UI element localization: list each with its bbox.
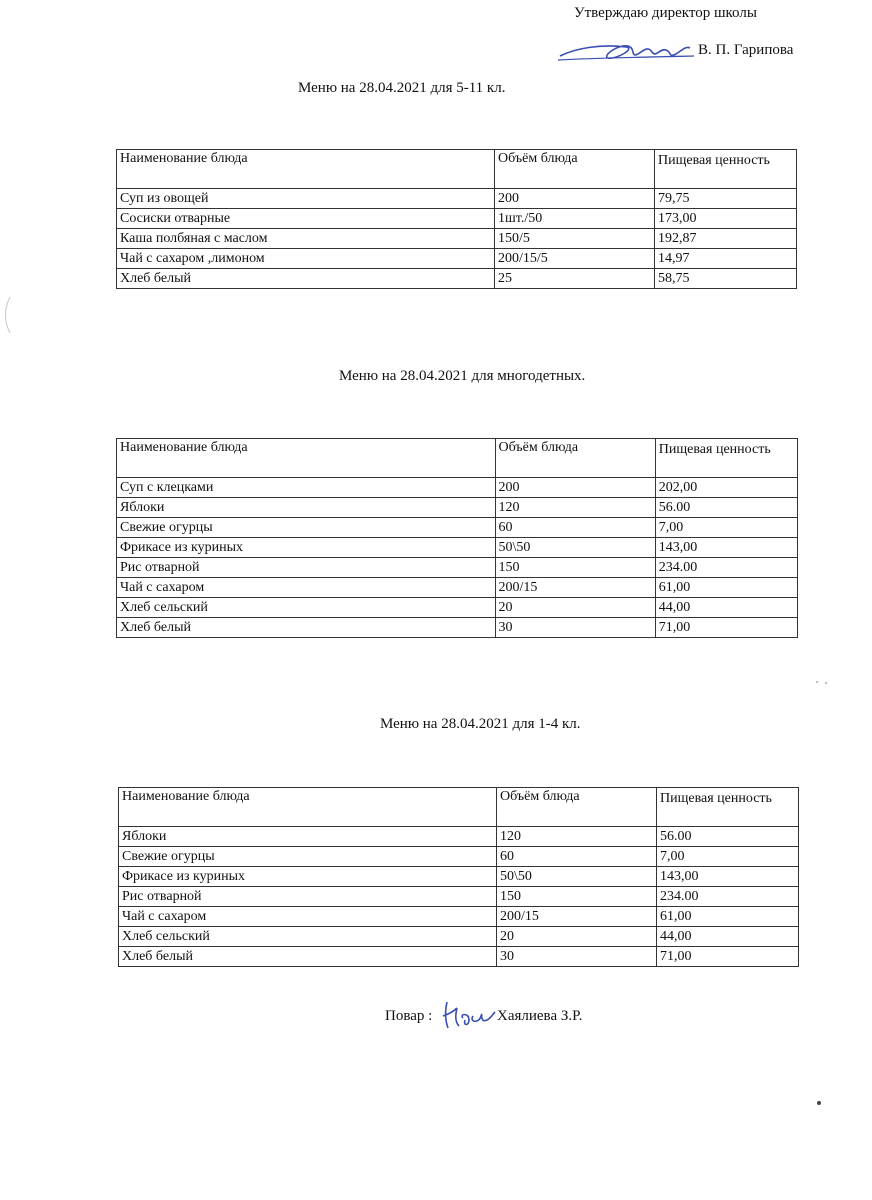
dish-name-cell: Хлеб белый (117, 618, 496, 638)
dish-name-cell: Хлеб белый (119, 947, 497, 967)
column-header: Наименование блюда (117, 150, 495, 189)
nutrition-cell: 7,00 (657, 847, 799, 867)
table-row (117, 598, 798, 618)
dish-name-cell: Фрикасе из куриных (119, 867, 497, 887)
dish-name-cell: Хлеб сельский (119, 927, 497, 947)
table-row (117, 229, 797, 249)
table-row (117, 478, 798, 498)
table-row (119, 947, 799, 967)
table-row (117, 269, 797, 289)
dish-name-cell: Суп из овощей (117, 189, 495, 209)
table-row (119, 887, 799, 907)
menu-table-5-11 (116, 149, 797, 289)
portion-cell: 60 (497, 847, 657, 867)
nutrition-cell: 234.00 (655, 558, 797, 578)
menu-title-5-11: Меню на 28.04.2021 для 5-11 кл. (298, 80, 506, 96)
menu-table-body (117, 150, 797, 289)
column-header: Объём блюда (497, 788, 657, 827)
dish-name-cell: Фрикасе из куриных (117, 538, 496, 558)
portion-cell: 120 (497, 827, 657, 847)
column-header: Наименование блюда (117, 439, 496, 478)
table-header-row (117, 439, 798, 478)
dish-name-cell: Суп с клецками (117, 478, 496, 498)
scan-dot-icon (812, 677, 832, 687)
dish-name-cell: Свежие огурцы (117, 518, 496, 538)
table-row (117, 249, 797, 269)
cook-signature-line (385, 1004, 645, 1034)
portion-cell: 20 (497, 927, 657, 947)
column-header: Пищевая ценность (655, 439, 797, 478)
table-row (119, 907, 799, 927)
table-header-row (117, 150, 797, 189)
column-header: Пищевая ценность (655, 150, 797, 189)
portion-cell: 25 (495, 269, 655, 289)
dish-name-cell: Каша полбяная с маслом (117, 229, 495, 249)
nutrition-cell: 79,75 (655, 189, 797, 209)
table-row (119, 867, 799, 887)
approval-text: Утверждаю директор школы (574, 5, 757, 21)
portion-cell: 30 (495, 618, 655, 638)
director-signature-line (556, 38, 872, 68)
dish-name-cell: Хлеб белый (117, 269, 495, 289)
portion-cell: 200/15 (497, 907, 657, 927)
cook-name: Хаялиева З.Р. (497, 1008, 583, 1024)
nutrition-cell: 56.00 (655, 498, 797, 518)
table-header-row (119, 788, 799, 827)
portion-cell: 50\50 (497, 867, 657, 887)
portion-cell: 20 (495, 598, 655, 618)
portion-cell: 200 (495, 189, 655, 209)
director-name: В. П. Гарипова (698, 42, 794, 58)
director-signature-icon (556, 38, 696, 68)
table-row (117, 558, 798, 578)
menu-table-1-4 (118, 787, 799, 967)
menu-title-1-4: Меню на 28.04.2021 для 1-4 кл. (380, 716, 581, 732)
portion-cell: 150 (497, 887, 657, 907)
nutrition-cell: 192,87 (655, 229, 797, 249)
table-row (117, 518, 798, 538)
nutrition-cell: 143,00 (657, 867, 799, 887)
table-row (117, 189, 797, 209)
portion-cell: 1шт./50 (495, 209, 655, 229)
menu-table-body (117, 439, 798, 638)
dish-name-cell: Яблоки (117, 498, 496, 518)
portion-cell: 200/15/5 (495, 249, 655, 269)
dish-name-cell: Рис отварной (117, 558, 496, 578)
nutrition-cell: 44,00 (655, 598, 797, 618)
nutrition-cell: 61,00 (657, 907, 799, 927)
portion-cell: 200 (495, 478, 655, 498)
nutrition-cell: 71,00 (655, 618, 797, 638)
nutrition-cell: 173,00 (655, 209, 797, 229)
nutrition-cell: 14,97 (655, 249, 797, 269)
nutrition-cell: 7,00 (655, 518, 797, 538)
portion-cell: 30 (497, 947, 657, 967)
dish-name-cell: Рис отварной (119, 887, 497, 907)
table-row (119, 927, 799, 947)
dish-name-cell: Хлеб сельский (117, 598, 496, 618)
dish-name-cell: Яблоки (119, 827, 497, 847)
column-header: Наименование блюда (119, 788, 497, 827)
cook-label: Повар : (385, 1008, 433, 1024)
nutrition-cell: 44,00 (657, 927, 799, 947)
nutrition-cell: 58,75 (655, 269, 797, 289)
nutrition-cell: 202,00 (655, 478, 797, 498)
dish-name-cell: Чай с сахаром (119, 907, 497, 927)
dish-name-cell: Свежие огурцы (119, 847, 497, 867)
table-row (119, 827, 799, 847)
nutrition-cell: 71,00 (657, 947, 799, 967)
dish-name-cell: Чай с сахаром (117, 578, 496, 598)
scan-artifact-icon (0, 295, 14, 335)
nutrition-cell: 143,00 (655, 538, 797, 558)
nutrition-cell: 234.00 (657, 887, 799, 907)
scan-dot-icon (815, 1098, 823, 1108)
column-header: Объём блюда (495, 439, 655, 478)
table-row (117, 618, 798, 638)
column-header: Пищевая ценность (657, 788, 799, 827)
table-row (117, 578, 798, 598)
dish-name-cell: Чай с сахаром ,лимоном (117, 249, 495, 269)
portion-cell: 150 (495, 558, 655, 578)
menu-table-large-families (116, 438, 798, 638)
table-row (117, 498, 798, 518)
table-row (119, 847, 799, 867)
dish-name-cell: Сосиски отварные (117, 209, 495, 229)
portion-cell: 200/15 (495, 578, 655, 598)
menu-table-body (119, 788, 799, 967)
table-row (117, 538, 798, 558)
column-header: Объём блюда (495, 150, 655, 189)
portion-cell: 50\50 (495, 538, 655, 558)
portion-cell: 150/5 (495, 229, 655, 249)
menu-title-large-families: Меню на 28.04.2021 для многодетных. (339, 368, 586, 384)
portion-cell: 60 (495, 518, 655, 538)
portion-cell: 120 (495, 498, 655, 518)
nutrition-cell: 56.00 (657, 827, 799, 847)
nutrition-cell: 61,00 (655, 578, 797, 598)
cook-signature-icon (439, 998, 497, 1032)
table-row (117, 209, 797, 229)
